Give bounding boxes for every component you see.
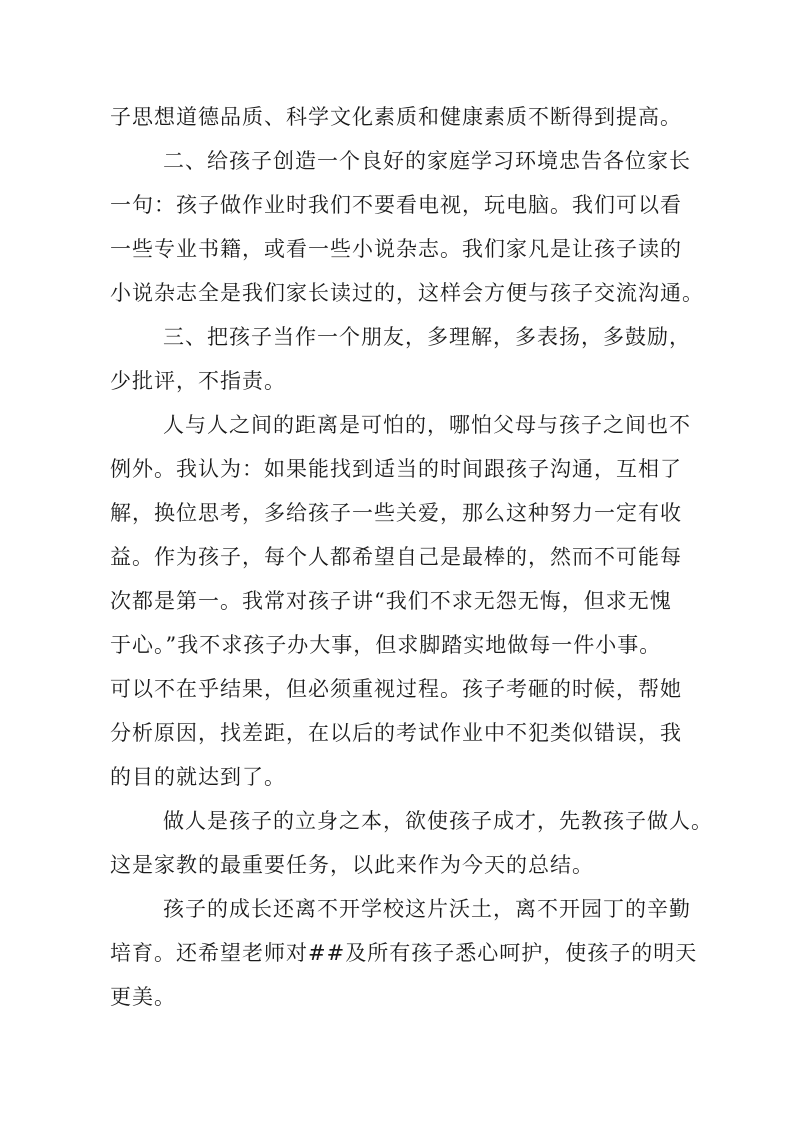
text-line-20: 培育。还希望老师对##及所有孩子悉心呵护，使孩子的明天: [110, 941, 698, 965]
text-line-6: 三、把孩子当作一个朋友，多理解，多表扬，多鼓励，: [163, 325, 691, 349]
text-line-7: 少批评，不指责。: [110, 369, 286, 393]
text-line-18: 这是家教的最重要任务，以此来作为今天的总结。: [110, 853, 594, 877]
text-line-14: 可以不在乎结果，但必须重视过程。孩子考砸的时候，帮她: [110, 677, 682, 701]
text-line-10: 解，换位思考，多给孩子一些关爱，那么这种努力一定有收: [110, 501, 682, 525]
text-line-9: 例外。我认为：如果能找到适当的时间跟孩子沟通，互相了: [110, 457, 682, 481]
text-line-16: 的目的就达到了。: [110, 765, 286, 789]
text-line-5: 小说杂志全是我们家长读过的，这样会方便与孩子交流沟通。: [110, 281, 704, 305]
text-line-4: 一些专业书籍，或看一些小说杂志。我们家凡是让孩子读的: [110, 237, 682, 261]
text-line-12: 次都是第一。我常对孩子讲“我们不求无怨无悔，但求无愧: [110, 589, 672, 613]
text-line-15: 分析原因，找差距，在以后的考试作业中不犯类似错误，我: [110, 721, 682, 745]
text-line-1: 子思想道德品质、科学文化素质和健康素质不断得到提高。: [110, 105, 682, 129]
text-line-8: 人与人之间的距离是可怕的，哪怕父母与孩子之间也不: [163, 413, 691, 437]
text-line-13: 于心。”我不求孩子办大事，但求脚踏实地做每一件小事。: [110, 633, 662, 657]
text-line-19: 孩子的成长还离不开学校这片沃土，离不开园丁的辛勤: [163, 897, 691, 921]
text-line-17: 做人是孩子的立身之本，欲使孩子成才，先教孩子做人。: [163, 809, 713, 833]
text-line-2: 二、给孩子创造一个良好的家庭学习环境忠告各位家长: [163, 149, 691, 173]
text-line-3: 一句：孩子做作业时我们不要看电视，玩电脑。我们可以看: [110, 193, 682, 217]
text-line-11: 益。作为孩子，每个人都希望自己是最棒的，然而不可能每: [110, 545, 682, 569]
text-line-21: 更美。: [110, 985, 176, 1009]
